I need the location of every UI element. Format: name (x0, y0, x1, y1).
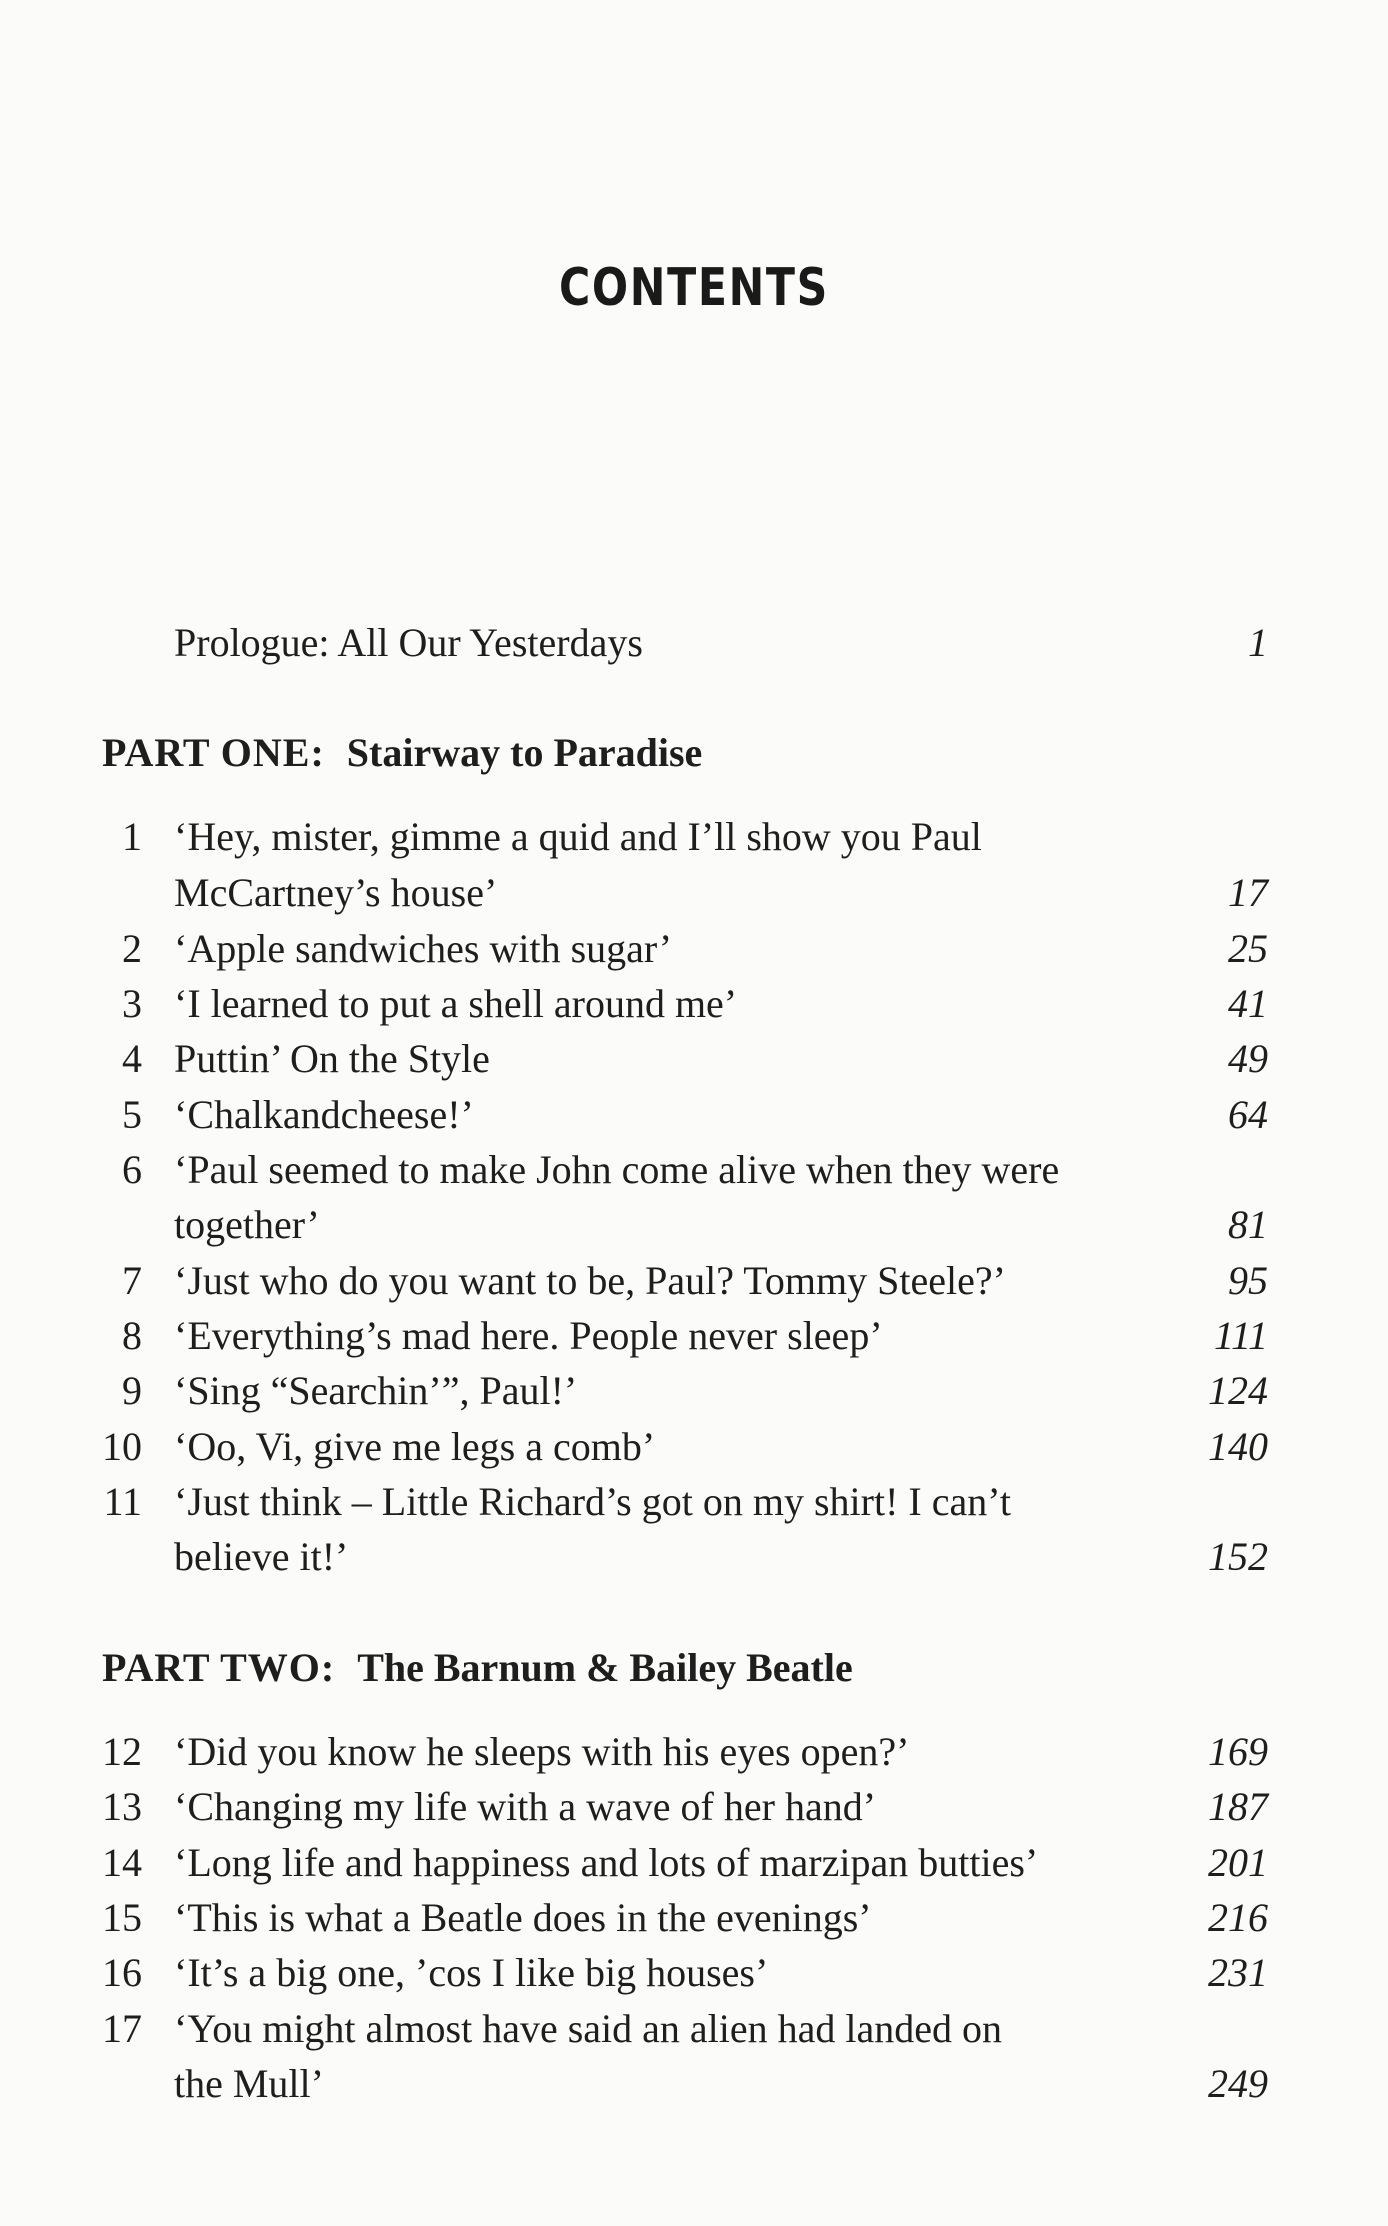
entry-title: ‘This is what a Beatle does in the evenings’ (174, 1895, 872, 1940)
entry-page: 249 (1208, 2061, 1268, 2106)
entry-title: ‘Sing “Searchin’”, Paul!’ (174, 1368, 578, 1413)
entry-number: 5 (122, 1092, 142, 1137)
entry-page: 95 (1228, 1258, 1268, 1303)
entry-page: 231 (1208, 1950, 1268, 1995)
entry-number: 11 (103, 1479, 142, 1524)
entry-number: 12 (102, 1729, 142, 1774)
entry-page: 140 (1208, 1424, 1268, 1469)
entry-title: ‘Chalkandcheese!’ (174, 1092, 474, 1137)
entry-number: 9 (122, 1368, 142, 1413)
entry-page: 1 (1248, 620, 1268, 665)
entry-title: ‘Everything’s mad here. People never sleep’ (174, 1313, 883, 1358)
part-heading-two (102, 1640, 853, 1696)
entry-page: 25 (1228, 926, 1268, 971)
entry-number: 8 (122, 1313, 142, 1358)
entry-page: 187 (1208, 1784, 1268, 1829)
entry-page: 152 (1208, 1534, 1268, 1579)
entry-page: 216 (1208, 1895, 1268, 1940)
entry-title: ‘I learned to put a shell around me’ (174, 981, 738, 1026)
entry-number: 10 (102, 1424, 142, 1469)
part-heading-one (102, 725, 702, 781)
entry-page: 201 (1208, 1840, 1268, 1885)
entry-page: 49 (1228, 1036, 1268, 1081)
entry-number: 3 (122, 981, 142, 1026)
entry-number: 1 (122, 814, 142, 859)
entry-number: 16 (102, 1950, 142, 1995)
entry-number: 17 (102, 2006, 142, 2051)
entry-number: 14 (102, 1840, 142, 1885)
entry-page: 111 (1213, 1313, 1268, 1358)
entry-number: 7 (122, 1258, 142, 1303)
entry-number: 15 (102, 1895, 142, 1940)
entry-number: 13 (102, 1784, 142, 1829)
entry-number: 6 (122, 1147, 142, 1192)
entry-page: 64 (1228, 1092, 1268, 1137)
entry-title: ‘Oo, Vi, give me legs a comb’ (174, 1424, 656, 1469)
entry-title: ‘Just who do you want to be, Paul? Tommy Steele?’ (174, 1258, 1006, 1303)
entry-title: ‘Did you know he sleeps with his eyes open?’ (174, 1729, 910, 1774)
entry-title-line2: believe it!’ (174, 1534, 349, 1579)
entry-title: ‘It’s a big one, ’cos I like big houses’ (174, 1950, 769, 1995)
entry-title-line2: together’ (174, 1202, 320, 1247)
entry-title: ‘You might almost have said an alien had landed on (174, 2006, 1003, 2051)
entry-title-line2: the Mull’ (174, 2061, 324, 2106)
entry-page: 81 (1228, 1202, 1268, 1247)
entry-title: ‘Apple sandwiches with sugar’ (174, 926, 673, 971)
part-label: PART TWO: (102, 1645, 336, 1690)
part-name: Stairway to Paradise (346, 730, 703, 775)
entry-title: Puttin’ On the Style (174, 1036, 490, 1081)
entry-title: ‘Long life and happiness and lots of marzipan butties’ (174, 1840, 1039, 1885)
part-label: PART ONE: (102, 730, 325, 775)
part-name: The Barnum & Bailey Beatle (357, 1645, 853, 1690)
entry-number: 2 (122, 926, 142, 971)
entry-title: ‘Paul seemed to make John come alive when they were (174, 1147, 1060, 1192)
entry-title: ‘Hey, mister, gimme a quid and I’ll show you Paul (174, 814, 982, 859)
page-title: CONTENTS (558, 258, 830, 318)
entry-page: 41 (1228, 981, 1268, 1026)
entry-title: ‘Changing my life with a wave of her hand’ (174, 1784, 877, 1829)
entry-title-line2: McCartney’s house’ (174, 870, 498, 915)
entry-title: Prologue: All Our Yesterdays (174, 620, 643, 665)
entry-page: 17 (1228, 870, 1268, 915)
entry-page: 169 (1208, 1729, 1268, 1774)
entry-page: 124 (1208, 1368, 1268, 1413)
entry-title: ‘Just think – Little Richard’s got on my shirt! I can’t (174, 1479, 1011, 1524)
entry-number: 4 (122, 1036, 142, 1081)
